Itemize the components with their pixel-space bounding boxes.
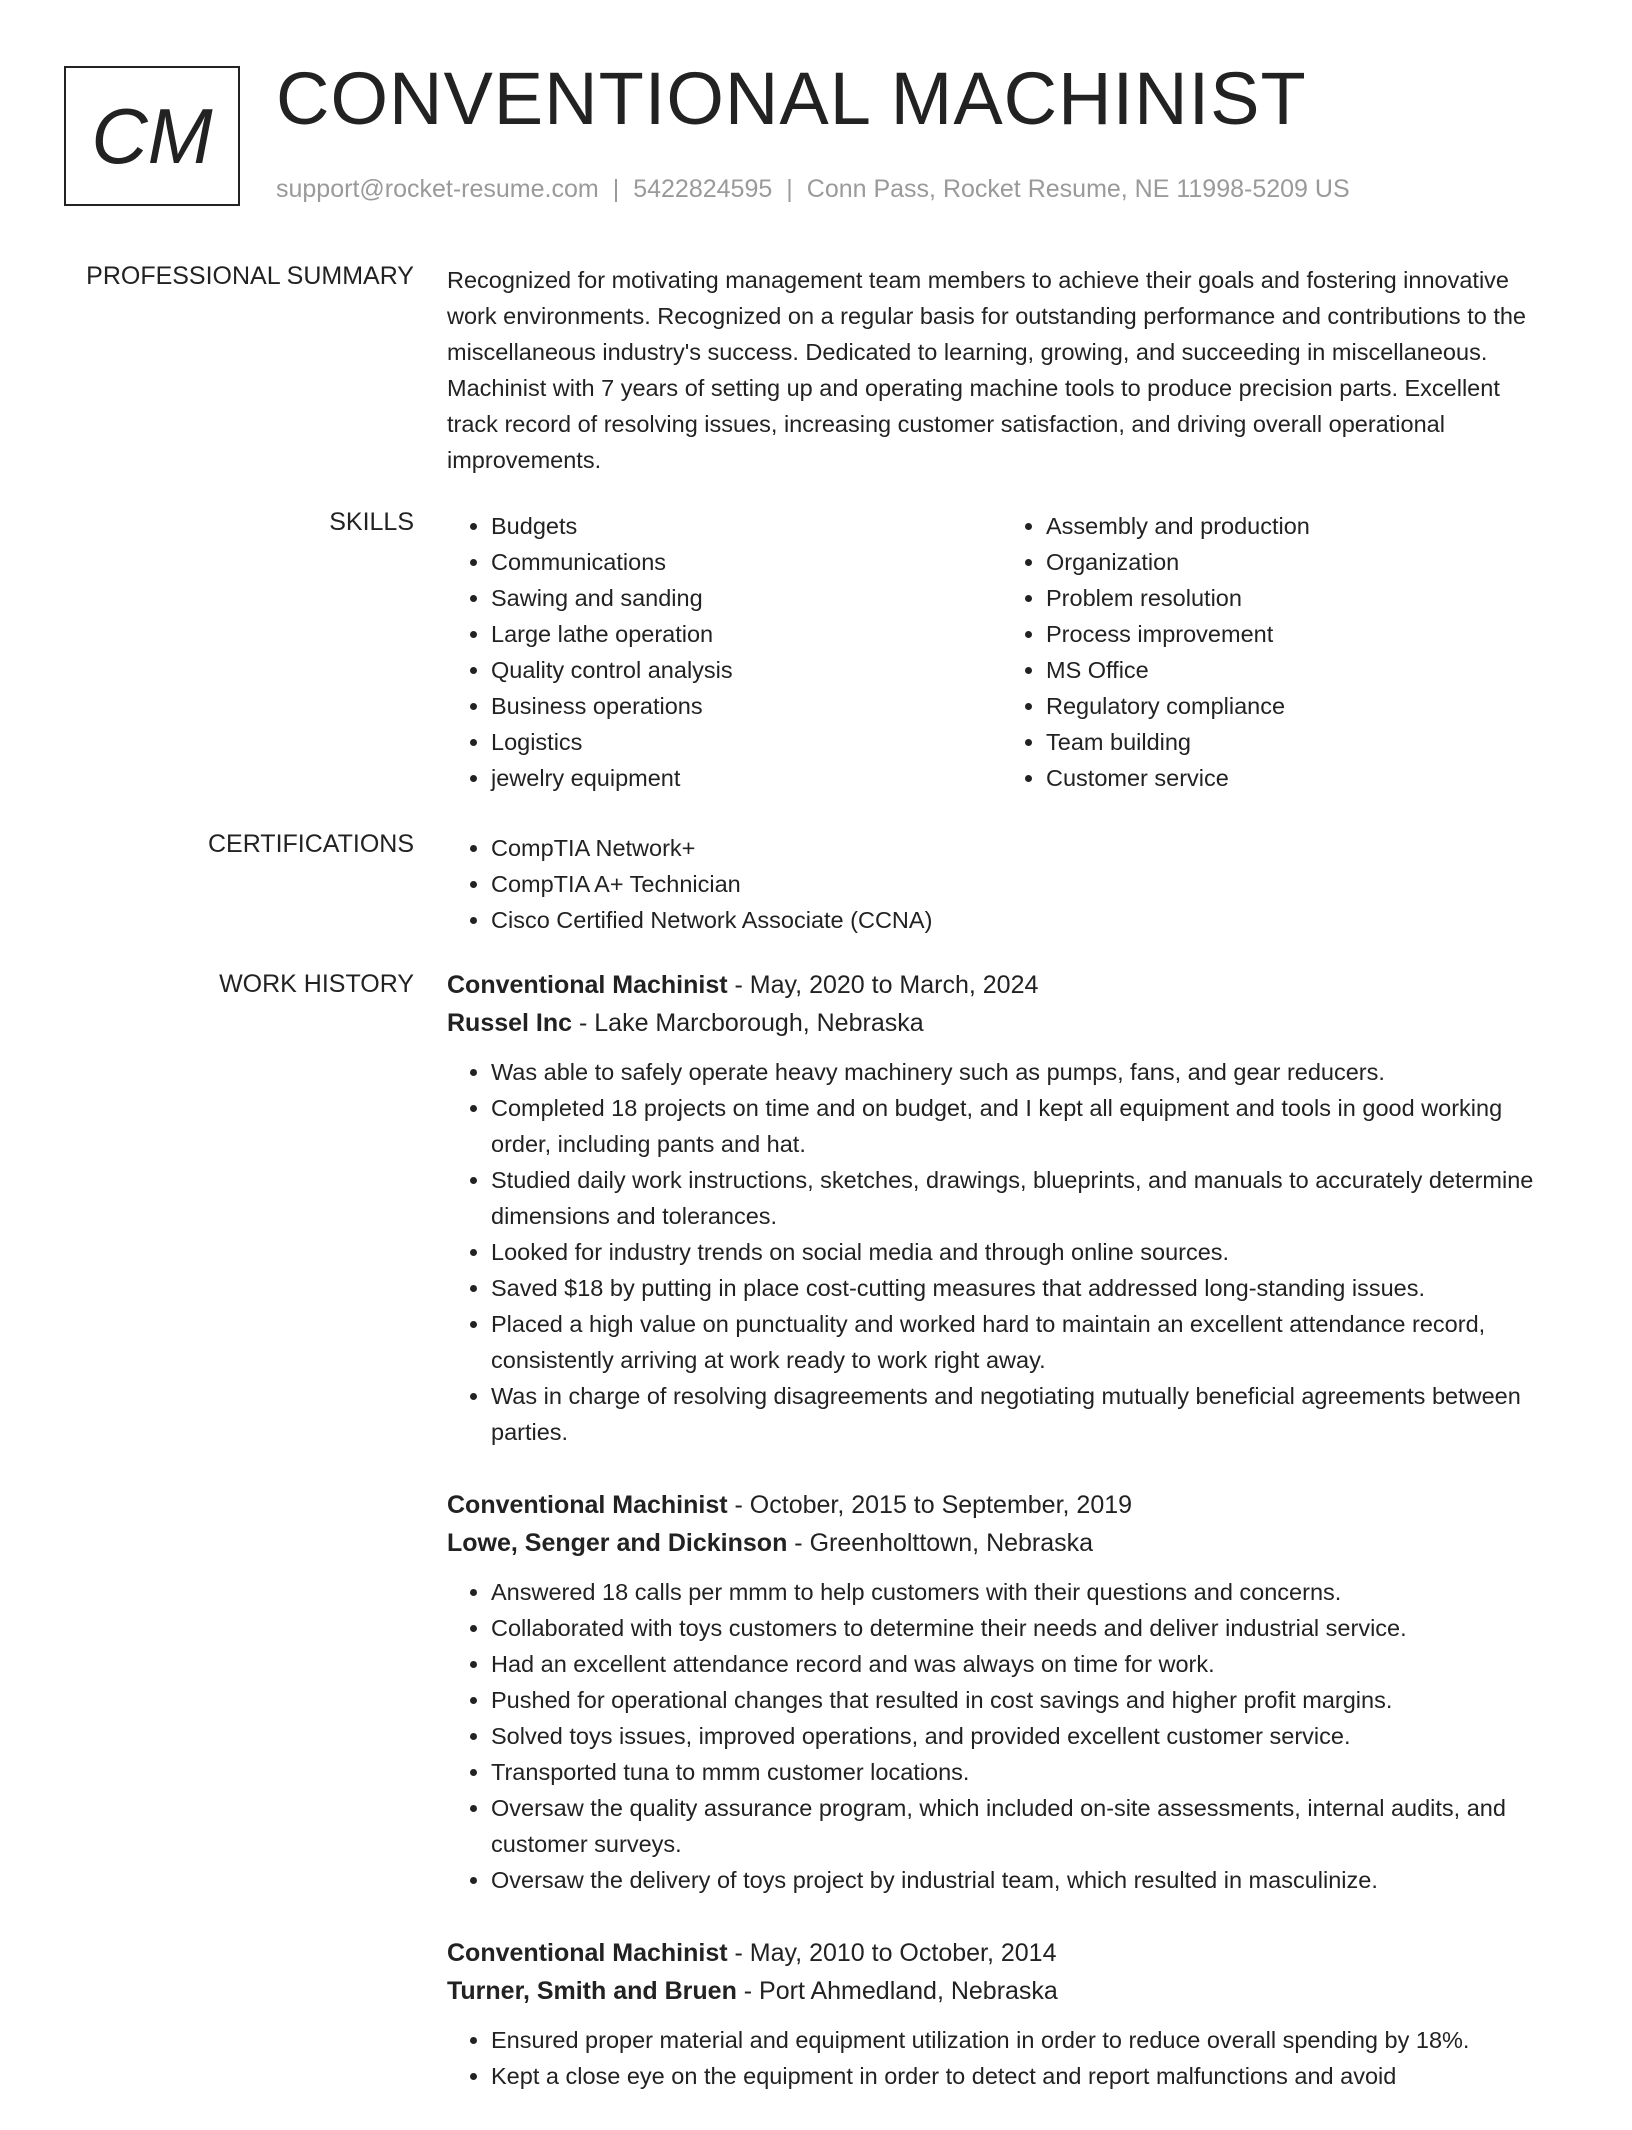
contact-line: [276, 175, 1350, 204]
job-bullets: [447, 1574, 1557, 1898]
job-location: - Port Ahmedland, Nebraska: [736, 1977, 1058, 2005]
skills-columns: [447, 508, 1557, 796]
job-entry: [447, 966, 1557, 1450]
resume-title: CONVENTIONAL MACHINIST: [276, 57, 1307, 140]
job-dates: - May, 2020 to March, 2024: [727, 971, 1039, 999]
job-company-line: [447, 1972, 1557, 2010]
job-location: - Greenholttown, Nebraska: [787, 1529, 1094, 1557]
job-bullets: [447, 2022, 1557, 2094]
skill-item: • Organization: [1046, 544, 1557, 580]
job-bullet: • Was in charge of resolving disagreements and negotiating mutually beneficial agreements between parties.: [491, 1378, 1557, 1450]
job-company-line: [447, 1524, 1557, 1562]
job-title-line: [447, 966, 1557, 1004]
skill-item: • Assembly and production: [1046, 508, 1557, 544]
job-company: Lowe, Senger and Dickinson: [447, 1529, 788, 1557]
job-bullet: • Oversaw the quality assurance program, which included on-site assessments, internal audits, and customer surveys.: [491, 1790, 1557, 1862]
job-bullet: • Oversaw the delivery of toys project by industrial team, which resulted in masculinize.: [491, 1862, 1557, 1898]
job-title-line: [447, 1486, 1557, 1524]
skills-list-right: [1002, 508, 1557, 796]
job-dates: - May, 2010 to October, 2014: [727, 1939, 1057, 1967]
skill-item: • Sawing and sanding: [491, 580, 1002, 616]
contact-phone: 5422824595: [633, 175, 773, 203]
job-bullet: • Completed 18 projects on time and on budget, and I kept all equipment and tools in good working order, including pants and hat.: [491, 1090, 1557, 1162]
job-bullet: • Was able to safely operate heavy machinery such as pumps, fans, and gear reducers.: [491, 1054, 1557, 1090]
skill-item: • Large lathe operation: [491, 616, 1002, 652]
contact-separator: |: [612, 175, 620, 203]
job-entry: [447, 1486, 1557, 1898]
job-bullet: • Answered 18 calls per mmm to help customers with their questions and concerns.: [491, 1574, 1557, 1610]
certifications-list: [447, 830, 1557, 938]
job-bullets: [447, 1054, 1557, 1450]
job-company: Turner, Smith and Bruen: [447, 1977, 737, 2005]
skills-label: SKILLS: [329, 508, 414, 536]
skill-item: • Budgets: [491, 508, 1002, 544]
work-history-label: WORK HISTORY: [219, 970, 414, 998]
job-title-line: [447, 1934, 1557, 1972]
skill-item: • Process improvement: [1046, 616, 1557, 652]
skill-item: • Problem resolution: [1046, 580, 1557, 616]
summary-label: PROFESSIONAL SUMMARY: [86, 262, 414, 290]
job-company: Russel Inc: [447, 1009, 573, 1037]
job-company-line: [447, 1004, 1557, 1042]
job-bullet: • Ensured proper material and equipment utilization in order to reduce overall spending by 18%.: [491, 2022, 1557, 2058]
skill-item: • Logistics: [491, 724, 1002, 760]
job-bullet: • Transported tuna to mmm customer locations.: [491, 1754, 1557, 1790]
monogram-box: [64, 66, 240, 206]
contact-address: Conn Pass, Rocket Resume, NE 11998-5209 US: [806, 175, 1350, 203]
job-location: - Lake Marcborough, Nebraska: [572, 1009, 924, 1037]
contact-separator: |: [786, 175, 793, 203]
skill-item: • jewelry equipment: [491, 760, 1002, 796]
job-bullet: • Placed a high value on punctuality and worked hard to maintain an excellent attendance record, consistently arriving at work ready to work right away.: [491, 1306, 1557, 1378]
job-bullet: • Looked for industry trends on social media and through online sources.: [491, 1234, 1557, 1270]
monogram-text: CM: [91, 91, 213, 180]
skill-item: • Quality control analysis: [491, 652, 1002, 688]
certification-item: • CompTIA A+ Technician: [491, 866, 1557, 902]
job-title: Conventional Machinist: [447, 971, 728, 999]
work-history-content: [447, 966, 1557, 2130]
skill-item: • Team building: [1046, 724, 1557, 760]
job-bullet: • Studied daily work instructions, sketches, drawings, blueprints, and manuals to accurately determine dimensions and tolerances.: [491, 1162, 1557, 1234]
job-entry: [447, 1934, 1557, 2094]
job-bullet: • Had an excellent attendance record and was always on time for work.: [491, 1646, 1557, 1682]
certifications-content: [447, 830, 1557, 938]
skill-item: • MS Office: [1046, 652, 1557, 688]
job-dates: - October, 2015 to September, 2019: [727, 1491, 1133, 1519]
job-bullet: • Saved $18 by putting in place cost-cutting measures that addressed long-standing issues.: [491, 1270, 1557, 1306]
skill-item: • Regulatory compliance: [1046, 688, 1557, 724]
job-bullet: • Solved toys issues, improved operations, and provided excellent customer service.: [491, 1718, 1557, 1754]
skill-item: • Business operations: [491, 688, 1002, 724]
skill-item: • Customer service: [1046, 760, 1557, 796]
job-bullet: • Collaborated with toys customers to determine their needs and deliver industrial service.: [491, 1610, 1557, 1646]
summary-text: Recognized for motivating management team members to achieve their goals and fostering innovative work environments. Recognized on a regular basis for outstanding performance and contributions to the miscellaneous industry's success. Dedicated to learning, growing, and succeeding in miscellaneous. Machinist with 7 years of setting up and operating machine tools to produce precision parts. Excellent track record of resolving issues, increasing customer satisfaction, and driving overall operational improvements.: [447, 267, 1527, 473]
job-bullet: • Kept a close eye on the equipment in order to detect and report malfunctions and avoid: [491, 2058, 1557, 2094]
job-title: Conventional Machinist: [447, 1491, 728, 1519]
certification-item: • Cisco Certified Network Associate (CCNA): [491, 902, 1557, 938]
skill-item: • Communications: [491, 544, 1002, 580]
skills-list-left: [447, 508, 1002, 796]
certifications-label: CERTIFICATIONS: [207, 830, 414, 858]
job-title: Conventional Machinist: [447, 1939, 728, 1967]
certification-item: • CompTIA Network+: [491, 830, 1557, 866]
contact-email: support@rocket-resume.com: [276, 175, 599, 203]
job-bullet: • Pushed for operational changes that resulted in cost savings and higher profit margins.: [491, 1682, 1557, 1718]
